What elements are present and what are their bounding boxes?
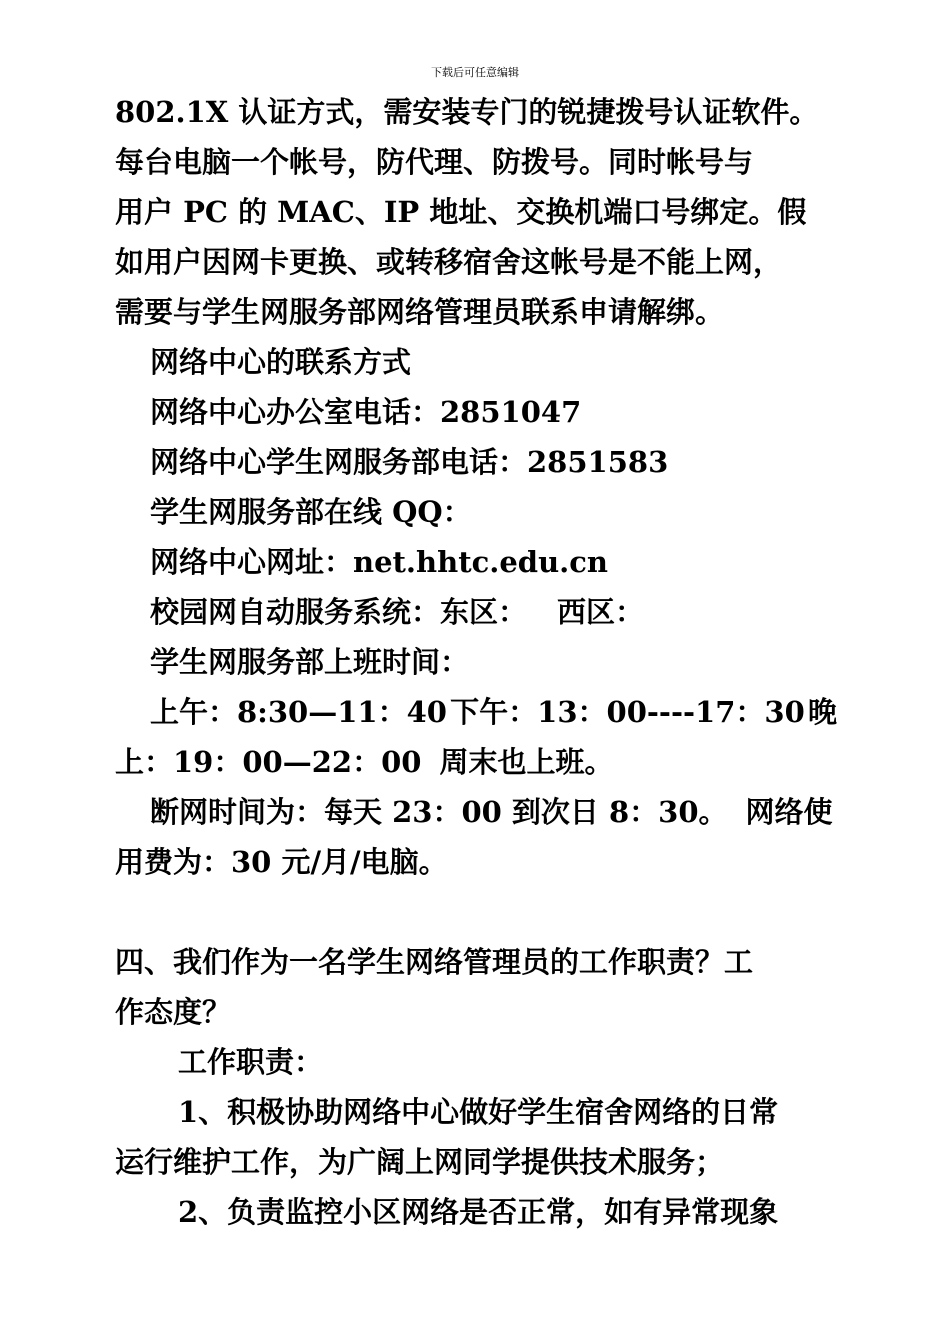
section4-heading-cont: 作态度？ [115,995,232,1029]
paragraph-line: 如用户因网卡更换、或转移宿舍这帐号是不能上网， [115,245,783,279]
hours-line [115,687,837,737]
document-body [115,87,837,1237]
duties-title: 工作职责： [178,1045,324,1079]
paragraph-line: 需要与学生网服务部网络管理员联系申请解绑。 [115,295,725,329]
contact-title: 网络中心的联系方式 [150,345,412,379]
blank-line [115,887,837,937]
page-header-note: 下载后可任意编辑 [431,66,519,79]
duty-2-line: 2、负责监控小区网络是否正常，如有异常现象 [178,1195,779,1229]
hours-morning: 上午：8:30—11：40 [150,695,447,729]
fee-line: 用费为：30 元/月/电脑。 [115,845,448,879]
service-phone: 网络中心学生网服务部电话：2851583 [150,445,669,479]
paragraph-line: 每台电脑一个帐号，防代理、防拨号。同时帐号与 [115,145,754,179]
cutoff-time: 断网时间为：每天 23：00 到次日 8：30。 [150,795,728,829]
paragraph-line: 用户 PC 的 MAC、IP 地址、交换机端口号绑定。假 [115,195,807,229]
online-qq: 学生网服务部在线 QQ： [150,495,472,529]
website: 网络中心网址：net.hhtc.edu.cn [150,545,608,579]
hours-afternoon: 下午：13：00----17：30 [450,695,805,729]
auto-service-east: 校园网自动服务系统：东区： [150,595,528,629]
cutoff-fee-start: 网络使 [745,795,833,829]
hours-weekend: 周末也上班。 [439,745,614,779]
duty-1-line-cont: 运行维护工作，为广阔上网同学提供技术服务； [115,1145,725,1179]
hours-evening: 上：19：00—22：00 [115,745,422,779]
auto-service-system [115,587,837,637]
office-phone: 网络中心办公室电话：2851047 [150,395,582,429]
auto-service-west: 西区： [557,595,645,629]
hours-title: 学生网服务部上班时间： [150,645,470,679]
hours-evening-start: 晚 [807,695,837,729]
cutoff-line [115,787,837,837]
duty-1-line: 1、积极协助网络中心做好学生宿舍网络的日常 [178,1095,779,1129]
hours-evening-line [115,737,837,787]
section4-heading: 四、我们作为一名学生网络管理员的工作职责？工 [115,945,754,979]
paragraph-line: 802.1X 认证方式，需安装专门的锐捷拨号认证软件。 [115,95,819,129]
